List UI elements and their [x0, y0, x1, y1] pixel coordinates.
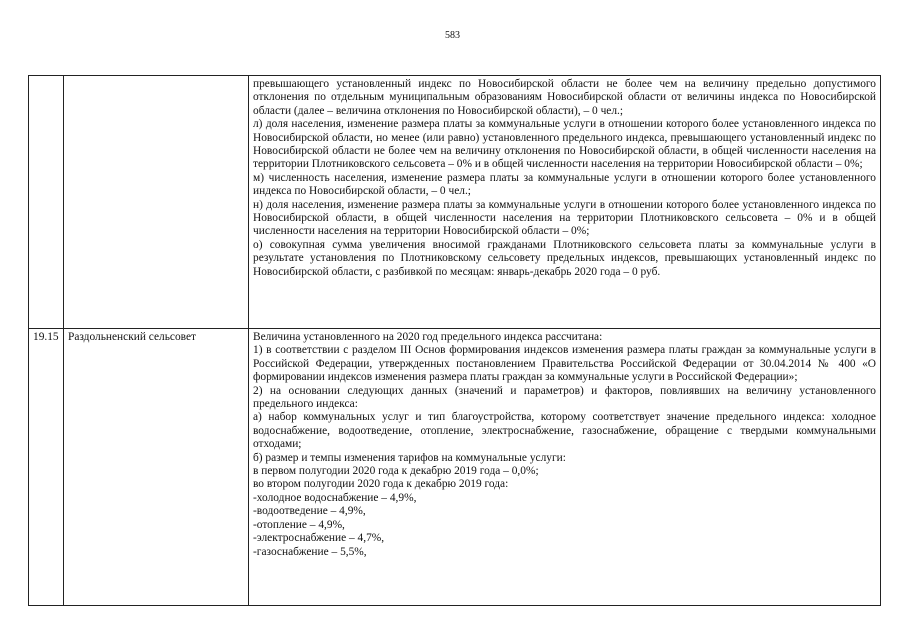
paragraph: а) набор коммунальных услуг и тип благоустройства, которому соответствует значение предельного индекса: холодное водоснабжение, водоотведение, отопление, электроснабжение, газоснабжение, обращение с твердыми коммунальными отходами;: [253, 411, 876, 451]
list-item: -холодное водоснабжение – 4,9%,: [253, 491, 417, 504]
paragraph: н) доля населения, изменение размера платы за коммунальные услуги в отношении которого более установленного индекса по Новосибирской области, в общей численности населения на территории Плотниковского сельсовета – 0% и в общей численности населения на территории Новосибирской области – 0%;: [253, 198, 876, 238]
paragraph: о) совокупная сумма увеличения вносимой гражданами Плотниковского сельсовета платы за коммунальные услуги в результате установления по Плотниковскому сельсовету предельных индексов, превышающих установленный индекс по Новосибирской области, с разбивкой по месяцам: январь-декабрь 2020 года – 0 руб.: [253, 238, 876, 278]
paragraph: м) численность населения, изменение размера платы за коммунальные услуги в отношении которого более установленного индекса по Новосибирской области, – 0 чел.;: [253, 171, 876, 198]
paragraph: во втором полугодии 2020 года к декабрю 2019 года:: [253, 478, 509, 491]
list-item: -электроснабжение – 4,7%,: [253, 532, 385, 545]
row-number-cell: 19.15: [29, 329, 64, 606]
list-item: -газоснабжение – 5,5%,: [253, 545, 367, 558]
description-cell: [249, 76, 881, 329]
table-row: [29, 329, 881, 606]
paragraph: Величина установленного на 2020 год предельного индекса рассчитана:: [253, 331, 603, 343]
paragraph: 2) на основании следующих данных (значений и параметров) и факторов, повлиявших на величину установленного предельного индекса:: [253, 384, 876, 411]
paragraph: 1) в соответствии с разделом III Основ формирования индексов изменения размера платы граждан за коммунальные услуги в Российской Федерации, утвержденных постановлением Правительства Российской Федерации от 30.04.2014 № 400 «О формировании индексов изменения размера платы граждан за коммунальные услуги в Российской Федерации»;: [253, 344, 876, 384]
list-item: -водоотведение – 4,9%,: [253, 505, 366, 518]
paragraph: в первом полугодии 2020 года к декабрю 2019 года – 0,0%;: [253, 465, 539, 478]
tariff-index-table: [28, 75, 881, 606]
municipality-name-cell: Раздольненский сельсовет: [64, 329, 249, 606]
municipality-name-cell: [64, 76, 249, 329]
list-item: -отопление – 4,9%,: [253, 518, 345, 531]
paragraph: превышающего установленный индекс по Новосибирской области не более чем на величину предельно допустимого отклонения по отдельным муниципальным образованиям Новосибирской области от величины индекса по Новосибирской области (далее – величина отклонения по Новосибирской области), – 0 чел.;: [253, 78, 876, 117]
paragraph: б) размер и темпы изменения тарифов на коммунальные услуги:: [253, 451, 566, 464]
row-number-cell: [29, 76, 64, 329]
page-number: 583: [445, 30, 460, 41]
table-row: [29, 76, 881, 329]
description-cell: [249, 329, 881, 606]
paragraph: л) доля населения, изменение размера платы за коммунальные услуги в отношении которого более установленного индекса по Новосибирской области, но менее (или равно) установленного предельного индекса, превышающего установленный индекс по Новосибирской области не более чем на величину отклонения по Новосибирской области, в общей численности населения на территории Плотниковского сельсовета – 0% и в общей численности населения на территории Новосибирской области – 0%;: [253, 118, 876, 171]
